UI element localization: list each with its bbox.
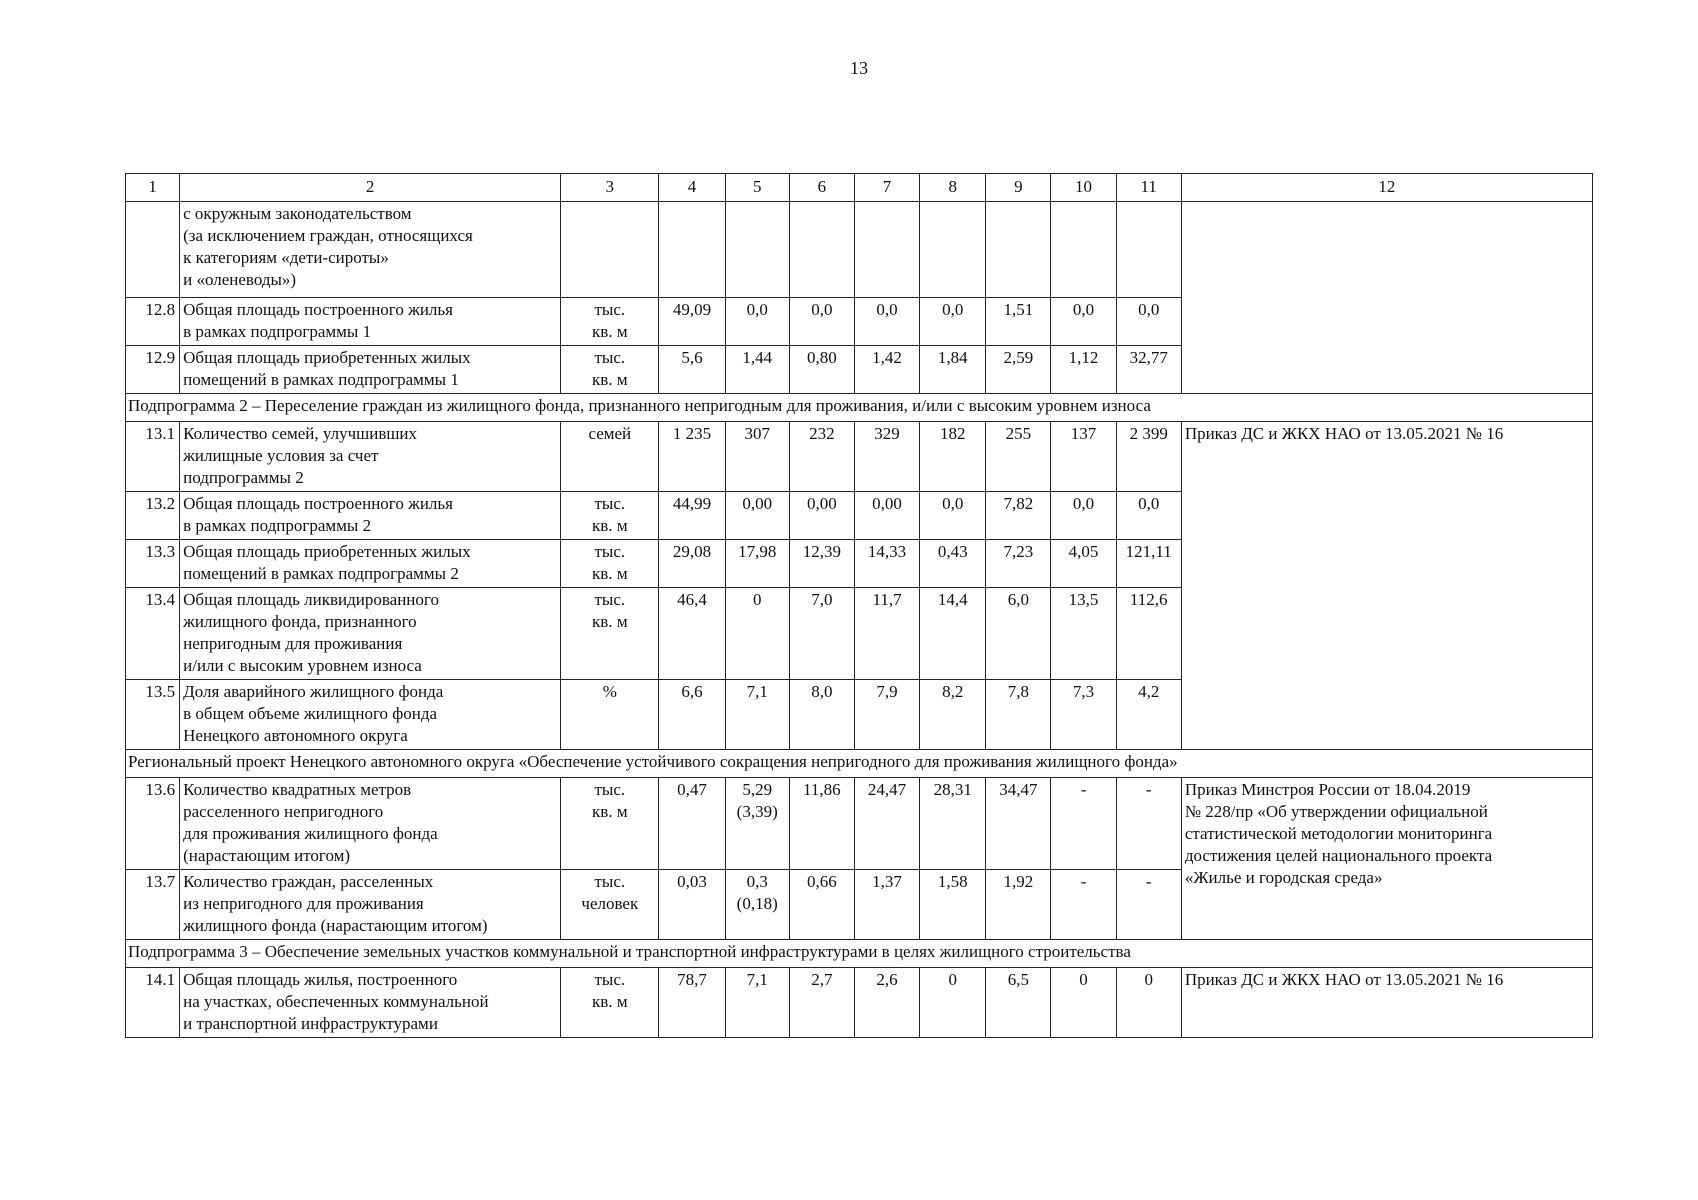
value: 14,33 — [867, 542, 907, 561]
value: 1,37 — [872, 872, 902, 891]
value: 0 — [1144, 970, 1153, 989]
value: 78,7 — [677, 970, 707, 989]
value-cell — [920, 778, 986, 870]
unit-line: кв. м — [592, 802, 628, 821]
value: 0,0 — [811, 300, 833, 319]
value-cell — [789, 540, 854, 588]
indicator-name — [180, 680, 561, 750]
indicator-name-line: для проживания жилищного фонда — [183, 824, 438, 843]
value: 12,39 — [802, 542, 841, 561]
indicator-name-line: непригодным для проживания — [183, 634, 403, 653]
page-number: 13 — [850, 58, 868, 78]
value-cell — [854, 968, 919, 1038]
unit-line: человек — [581, 894, 639, 913]
value: 24,47 — [867, 780, 907, 799]
value-cell — [725, 540, 789, 588]
value-cell — [725, 588, 789, 680]
indicator-name-line: Общая площадь жилья, построенного — [183, 970, 458, 989]
source-text: Приказ ДС и ЖКХ НАО от 13.05.2021 № 16 — [1184, 424, 1504, 443]
value: 0,80 — [806, 348, 837, 367]
value: 6,0 — [1007, 590, 1029, 609]
unit — [561, 778, 659, 870]
value-cell — [986, 422, 1051, 492]
indicator-name-line: Общая площадь построенного жилья — [183, 494, 453, 513]
value: 112,6 — [1129, 590, 1168, 609]
value: 2,7 — [811, 970, 833, 989]
empty-cell — [561, 202, 659, 298]
value-cell — [986, 492, 1051, 540]
value-cell — [1116, 680, 1181, 750]
value-cell — [1116, 588, 1181, 680]
value: 7,0 — [811, 590, 833, 609]
value-cell — [986, 588, 1051, 680]
value-cell — [854, 346, 919, 394]
value: (3,39) — [736, 802, 778, 821]
value: 7,9 — [876, 682, 898, 701]
column-number-10: 10 — [1051, 174, 1116, 202]
section-title: Подпрограмма 3 – Обеспечение земельных участков коммунальной и транспортной инфраструктурами в целях жилищного строительства — [126, 940, 1593, 968]
value-cell — [1051, 540, 1116, 588]
value: 32,77 — [1129, 348, 1168, 367]
value: 1,84 — [937, 348, 968, 367]
value: 7,1 — [746, 682, 768, 701]
value-cell — [920, 298, 986, 346]
unit — [561, 968, 659, 1038]
unit-line: семей — [588, 424, 632, 443]
value-cell — [1116, 422, 1181, 492]
value-cell — [1116, 540, 1181, 588]
value-cell — [789, 346, 854, 394]
value: 0,0 — [1072, 494, 1095, 513]
column-number-11: 11 — [1116, 174, 1181, 202]
value-cell — [854, 422, 919, 492]
indicator-name-line: подпрограммы 2 — [183, 468, 304, 487]
value: 7,1 — [746, 970, 768, 989]
indicator-name-line: Количество семей, улучшивших — [183, 424, 418, 443]
value-cell — [854, 870, 919, 940]
value: 0 — [752, 590, 762, 609]
column-number-8: 8 — [920, 174, 986, 202]
indicator-name — [180, 492, 561, 540]
value: 6,5 — [1007, 970, 1029, 989]
section-title: Региональный проект Ненецкого автономного округа «Обеспечение устойчивого сокращения непригодного для проживания жилищного фонда» — [126, 750, 1593, 778]
unit — [561, 422, 659, 492]
indicator-name-line: из непригодного для проживания — [183, 894, 424, 913]
indicator-name — [180, 298, 561, 346]
value: 0 — [948, 970, 957, 989]
section-row-regional-project — [126, 750, 1593, 778]
value-cell — [920, 540, 986, 588]
indicator-name-line: в рамках подпрограммы 2 — [183, 516, 372, 535]
unit — [561, 346, 659, 394]
value: 8,0 — [811, 682, 833, 701]
value: - — [1145, 872, 1152, 891]
indicator-name-line: в рамках подпрограммы 1 — [183, 322, 372, 341]
indicator-name — [180, 422, 561, 492]
indicator-name-line: помещений в рамках подпрограммы 2 — [183, 564, 459, 583]
value: 121,11 — [1125, 542, 1172, 561]
value-cell — [920, 870, 986, 940]
indicator-name-line: и «оленеводы») — [183, 270, 297, 289]
value-cell — [725, 968, 789, 1038]
indicator-name-line: Общая площадь построенного жилья — [183, 300, 453, 319]
value-cell — [1051, 492, 1116, 540]
value: 1,51 — [1003, 300, 1034, 319]
unit-line: кв. м — [592, 370, 628, 389]
indicator-name — [180, 540, 561, 588]
value: 11,7 — [872, 590, 902, 609]
table-row — [126, 422, 1593, 492]
source-document — [1181, 968, 1592, 1038]
value-cell — [1051, 422, 1116, 492]
value-cell — [854, 680, 919, 750]
value: 5,29 — [742, 780, 773, 799]
section-title: Подпрограмма 2 – Переселение граждан из жилищного фонда, признанного непригодным для проживания, и/или с высоким уровнем износа — [126, 394, 1593, 422]
value: 0,47 — [677, 780, 707, 799]
value: 0 — [1079, 970, 1088, 989]
value: 44,99 — [672, 494, 712, 513]
unit-line: кв. м — [592, 564, 628, 583]
value: 5,6 — [681, 348, 703, 367]
unit — [561, 298, 659, 346]
value-cell — [1051, 298, 1116, 346]
source-text: достижения целей национального проекта — [1184, 846, 1493, 865]
column-number-1: 1 — [126, 174, 180, 202]
value-cell — [986, 346, 1051, 394]
unit-line: кв. м — [592, 612, 628, 631]
value-cell — [789, 680, 854, 750]
value-cell — [789, 778, 854, 870]
value-cell — [725, 680, 789, 750]
continuation-row — [126, 202, 1593, 298]
value: 1 235 — [672, 424, 712, 443]
value: 1,92 — [1003, 872, 1034, 891]
indicator-name-line: в общем объеме жилищного фонда — [183, 704, 438, 723]
value: 7,8 — [1007, 682, 1029, 701]
empty-cell — [725, 202, 789, 298]
indicator-name — [180, 202, 561, 298]
value: 28,31 — [933, 780, 972, 799]
indicator-name-line: (за исключением граждан, относящихся — [183, 226, 473, 245]
value: - — [1080, 780, 1087, 799]
value-cell — [854, 298, 919, 346]
value: 0,0 — [1138, 494, 1160, 513]
value: 11,86 — [803, 780, 841, 799]
unit — [561, 492, 659, 540]
value: 29,08 — [672, 542, 712, 561]
indicator-name-line: расселенного непригодного — [183, 802, 384, 821]
empty-cell — [789, 202, 854, 298]
value: 4,2 — [1138, 682, 1160, 701]
value: 14,4 — [937, 590, 968, 609]
value: 2 399 — [1129, 424, 1168, 443]
row-number: 13.2 — [126, 492, 180, 540]
value-cell — [725, 870, 789, 940]
row-number: 13.1 — [126, 422, 180, 492]
value-cell — [789, 870, 854, 940]
value: 0,0 — [942, 494, 964, 513]
value: 7,23 — [1003, 542, 1034, 561]
indicator-name-line: Количество граждан, расселенных — [183, 872, 434, 891]
value-cell — [920, 968, 986, 1038]
unit-line: тыс. — [594, 780, 626, 799]
value-cell — [986, 540, 1051, 588]
header-row — [126, 174, 1593, 202]
empty-cell — [659, 202, 725, 298]
indicator-name-line: Общая площадь ликвидированного — [183, 590, 439, 609]
value: 0,0 — [942, 300, 964, 319]
indicator-name-line: к категориям «дети-сироты» — [183, 248, 389, 267]
empty-cell — [1116, 202, 1181, 298]
value: 329 — [874, 424, 900, 443]
value: 46,4 — [677, 590, 707, 609]
value: 49,09 — [672, 300, 712, 319]
unit-line: тыс. — [594, 300, 626, 319]
value: - — [1145, 780, 1152, 799]
unit-line: кв. м — [592, 322, 628, 341]
value-cell — [1051, 588, 1116, 680]
indicator-name-line: жилищного фонда, признанного — [183, 612, 417, 631]
value-cell — [854, 778, 919, 870]
source-text: Приказ ДС и ЖКХ НАО от 13.05.2021 № 16 — [1184, 970, 1504, 989]
value-cell — [854, 588, 919, 680]
value: 0,3 — [746, 872, 768, 891]
indicator-name-line: жилищные условия за счет — [183, 446, 379, 465]
empty-cell — [920, 202, 986, 298]
value-cell — [920, 588, 986, 680]
unit-line: тыс. — [594, 494, 626, 513]
section-row-subprogram-2 — [126, 394, 1593, 422]
column-number-7: 7 — [854, 174, 919, 202]
value: 137 — [1070, 424, 1097, 443]
value-cell — [1116, 298, 1181, 346]
row-number: 13.7 — [126, 870, 180, 940]
value-cell — [659, 870, 725, 940]
value: 13,5 — [1068, 590, 1099, 609]
row-number: 13.4 — [126, 588, 180, 680]
value-cell — [1051, 870, 1116, 940]
value: 0,0 — [746, 300, 768, 319]
value-cell — [920, 680, 986, 750]
column-number-3: 3 — [561, 174, 659, 202]
source-document — [1181, 202, 1592, 394]
value-cell — [725, 492, 789, 540]
value-cell — [1051, 680, 1116, 750]
value: 0,03 — [677, 872, 707, 891]
value: 7,3 — [1072, 682, 1095, 701]
value: 34,47 — [999, 780, 1038, 799]
row-number: 13.5 — [126, 680, 180, 750]
value-cell — [1051, 346, 1116, 394]
source-text: статистической методологии мониторинга — [1184, 824, 1493, 843]
value: - — [1080, 872, 1087, 891]
value-cell — [1116, 968, 1181, 1038]
unit — [561, 588, 659, 680]
indicator-name-line: Доля аварийного жилищного фонда — [183, 682, 444, 701]
value-cell — [920, 492, 986, 540]
unit-line: кв. м — [592, 992, 628, 1011]
value-cell — [1116, 346, 1181, 394]
value-cell — [659, 588, 725, 680]
row-number: 13.6 — [126, 778, 180, 870]
value: 2,59 — [1003, 348, 1034, 367]
indicator-name-line: и транспортной инфраструктурами — [183, 1014, 438, 1033]
empty-cell — [986, 202, 1051, 298]
unit-line: тыс. — [594, 542, 626, 561]
indicator-name-line: помещений в рамках подпрограммы 1 — [183, 370, 459, 389]
indicator-name-line: Ненецкого автономного округа — [183, 726, 408, 745]
value: 0,43 — [937, 542, 968, 561]
unit-line: кв. м — [592, 516, 628, 535]
column-number-12: 12 — [1181, 174, 1592, 202]
value-cell — [659, 492, 725, 540]
unit — [561, 680, 659, 750]
column-number-9: 9 — [986, 174, 1051, 202]
indicator-name-line: Общая площадь приобретенных жилых — [183, 348, 471, 367]
source-document — [1181, 422, 1592, 750]
value-cell — [725, 422, 789, 492]
indicator-name-line: (нарастающим итогом) — [183, 846, 351, 865]
column-number-2: 2 — [180, 174, 561, 202]
value: 0,00 — [742, 494, 773, 513]
indicator-name-line: Количество квадратных метров — [183, 780, 412, 799]
value-cell — [1116, 778, 1181, 870]
value-cell — [986, 870, 1051, 940]
value-cell — [986, 778, 1051, 870]
value: 1,12 — [1068, 348, 1099, 367]
row-number: 13.3 — [126, 540, 180, 588]
value-cell — [854, 492, 919, 540]
indicator-name — [180, 870, 561, 940]
table-row — [126, 968, 1593, 1038]
unit-line: тыс. — [594, 872, 626, 891]
value: 7,82 — [1003, 494, 1034, 513]
value-cell — [725, 298, 789, 346]
value: 1,44 — [742, 348, 773, 367]
indicator-name — [180, 968, 561, 1038]
unit — [561, 540, 659, 588]
value: 0,00 — [806, 494, 837, 513]
row-number: 14.1 — [126, 968, 180, 1038]
unit-line: тыс. — [594, 348, 626, 367]
value-cell — [1051, 968, 1116, 1038]
value-cell — [789, 588, 854, 680]
value: 232 — [809, 424, 835, 443]
indicator-name-line: на участках, обеспеченных коммунальной — [183, 992, 489, 1011]
value: 0,66 — [806, 872, 837, 891]
indicator-name — [180, 588, 561, 680]
unit-line: % — [602, 682, 617, 701]
section-row-subprogram-3 — [126, 940, 1593, 968]
value-cell — [1116, 870, 1181, 940]
value: 4,05 — [1068, 542, 1099, 561]
value-cell — [986, 968, 1051, 1038]
row-number: 12.8 — [126, 298, 180, 346]
value-cell — [659, 680, 725, 750]
value: 1,42 — [872, 348, 902, 367]
indicator-name-line: Общая площадь приобретенных жилых — [183, 542, 471, 561]
indicator-name — [180, 346, 561, 394]
value-cell — [659, 298, 725, 346]
column-number-6: 6 — [789, 174, 854, 202]
source-text: № 228/пр «Об утверждении официальной — [1184, 802, 1488, 821]
value-cell — [789, 968, 854, 1038]
empty-cell — [854, 202, 919, 298]
value-cell — [659, 540, 725, 588]
column-number-4: 4 — [659, 174, 725, 202]
value-cell — [1116, 492, 1181, 540]
value-cell — [789, 298, 854, 346]
empty-cell — [1051, 202, 1116, 298]
value-cell — [986, 680, 1051, 750]
source-document — [1181, 778, 1592, 940]
value-cell — [920, 422, 986, 492]
table-row — [126, 778, 1593, 870]
value-cell — [725, 778, 789, 870]
value: 1,58 — [937, 872, 968, 891]
source-text: Приказ Минстроя России от 18.04.2019 — [1184, 780, 1471, 799]
unit-line: тыс. — [594, 590, 626, 609]
value-cell — [725, 346, 789, 394]
value: 8,2 — [942, 682, 964, 701]
value: 2,6 — [876, 970, 898, 989]
indicators-table — [125, 173, 1593, 1038]
value-cell — [659, 778, 725, 870]
column-number-5: 5 — [725, 174, 789, 202]
value-cell — [1051, 778, 1116, 870]
value: 0,00 — [872, 494, 902, 513]
indicator-name-line: с окружным законодательством — [183, 204, 412, 223]
row-number: 12.9 — [126, 346, 180, 394]
value-cell — [789, 492, 854, 540]
value-cell — [659, 968, 725, 1038]
indicator-name — [180, 778, 561, 870]
value: 0,0 — [876, 300, 898, 319]
value-cell — [659, 346, 725, 394]
value: 6,6 — [681, 682, 703, 701]
source-text: «Жилье и городская среда» — [1184, 868, 1383, 887]
value: 0,0 — [1072, 300, 1095, 319]
value: (0,18) — [736, 894, 778, 913]
value: 0,0 — [1138, 300, 1160, 319]
value-cell — [789, 422, 854, 492]
value: 307 — [744, 424, 770, 443]
row-number — [126, 202, 180, 298]
value-cell — [986, 298, 1051, 346]
unit — [561, 870, 659, 940]
value: 255 — [1005, 424, 1032, 443]
unit-line: тыс. — [594, 970, 626, 989]
indicator-name-line: жилищного фонда (нарастающим итогом) — [183, 916, 488, 935]
value-cell — [854, 540, 919, 588]
value: 17,98 — [738, 542, 777, 561]
value: 182 — [939, 424, 966, 443]
value-cell — [920, 346, 986, 394]
value-cell — [659, 422, 725, 492]
indicator-name-line: и/или с высоким уровнем износа — [183, 656, 422, 675]
